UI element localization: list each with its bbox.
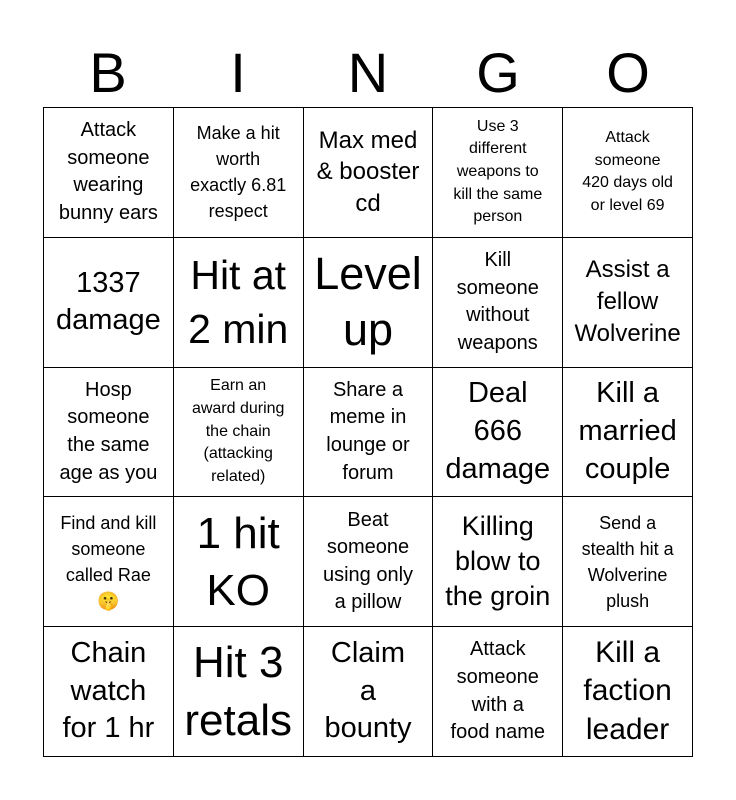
cell-text: Make a hit worth exactly 6.81 respect	[190, 123, 287, 222]
bingo-cell[interactable]	[433, 627, 563, 757]
bingo-cell[interactable]	[44, 627, 174, 757]
cell-text: Attack someone 420 days old or level 69	[582, 128, 673, 215]
cell-text: Attack someone wearing bunny ears	[58, 119, 158, 224]
cell-text: Chain watch for 1 hr	[62, 637, 155, 745]
cell-text: Attack someone with a food name	[450, 638, 546, 744]
cell-text: Hosp someone the same age as you	[59, 378, 158, 484]
cell-text: Claim a bounty	[324, 637, 412, 745]
bingo-cell[interactable]	[304, 238, 434, 368]
bingo-cell[interactable]	[174, 238, 304, 368]
bingo-cell[interactable]	[563, 238, 693, 368]
bingo-cell[interactable]	[174, 108, 304, 238]
bingo-cell[interactable]	[44, 238, 174, 368]
cell-text: Max med & booster cd	[316, 126, 420, 218]
bingo-header	[43, 40, 693, 106]
cell-text: Share a meme in lounge or forum	[326, 378, 410, 484]
bingo-cell[interactable]	[174, 497, 304, 627]
cell-text: Hit at 2 min	[188, 252, 289, 353]
cell-text: Earn an award during the chain (attacking related)	[191, 377, 285, 486]
bingo-cell[interactable]	[44, 108, 174, 238]
cell-text: Find and kill someone called Rae 🤫	[60, 512, 157, 611]
bingo-cell[interactable]	[304, 368, 434, 498]
header-letter-n: N	[347, 41, 389, 104]
cell-text: Assist a fellow Wolverine	[574, 256, 681, 348]
cell-text: Send a stealth hit a Wolverine plush	[581, 512, 674, 611]
cell-text: 1 hit KO	[196, 508, 280, 615]
bingo-cell[interactable]	[433, 238, 563, 368]
cell-text: Hit 3 retals	[184, 638, 292, 745]
cell-text: 1337 damage	[55, 266, 161, 337]
bingo-cell[interactable]	[174, 368, 304, 498]
cell-text: Beat someone using only a pillow	[322, 508, 414, 614]
bingo-cell[interactable]	[44, 368, 174, 498]
header-letter-g: G	[476, 41, 520, 104]
header-letter-b: B	[89, 41, 127, 104]
bingo-cell[interactable]	[433, 368, 563, 498]
cell-text: Kill a faction leader	[583, 636, 672, 746]
bingo-cell[interactable]	[304, 627, 434, 757]
bingo-cell[interactable]	[304, 497, 434, 627]
bingo-cell[interactable]	[433, 497, 563, 627]
header-letter-o: O	[606, 41, 650, 104]
header-letter-i: I	[230, 41, 246, 104]
cell-text: Kill a married couple	[578, 377, 677, 485]
cell-text: Killing blow to the groin	[445, 511, 551, 612]
bingo-cell[interactable]	[44, 497, 174, 627]
bingo-cell[interactable]	[563, 108, 693, 238]
cell-text: Use 3 different weapons to kill the same person	[453, 117, 543, 226]
bingo-cell[interactable]	[304, 108, 434, 238]
bingo-cell[interactable]	[563, 627, 693, 757]
bingo-cell[interactable]	[563, 497, 693, 627]
bingo-board	[43, 107, 693, 757]
cell-text: Deal 666 damage	[445, 377, 551, 485]
bingo-cell[interactable]	[174, 627, 304, 757]
bingo-cell[interactable]	[563, 368, 693, 498]
bingo-cell[interactable]	[433, 108, 563, 238]
cell-text: Level up	[314, 247, 422, 356]
cell-text: Kill someone without weapons	[456, 249, 539, 354]
